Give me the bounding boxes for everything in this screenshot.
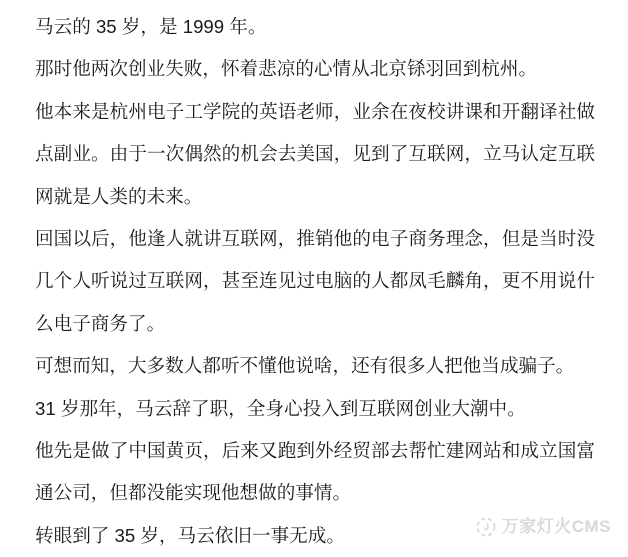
paragraph: 马云的 35 岁，是 1999 年。	[35, 16, 267, 37]
lantern-logo-icon	[475, 516, 497, 538]
paragraph: 他先是做了中国黄页，后来又跑到外经贸部去帮忙建网站和成立国富通公司，但都没能实现他想做的事情。	[35, 440, 595, 504]
paragraph: 转眼到了 35 岁，马云依旧一事无成。	[35, 524, 345, 546]
paragraph: 31 岁那年，马云辞了职，全身心投入到互联网创业大潮中。	[35, 397, 526, 419]
paragraph: 他本来是杭州电子工学院的英语老师，业余在夜校讲课和开翻译社做点副业。由于一次偶然的机会去美国，见到了互联网，立马认定互联网就是人类的未来。	[35, 100, 595, 207]
watermark	[475, 516, 611, 538]
paragraph: 可想而知，大多数人都听不懂他说啥，还有很多人把他当成骗子。	[35, 355, 575, 377]
paragraph: 回国以后，他逢人就讲互联网，推销他的电子商务理念，但是当时没几个人听说过互联网，甚至连见过电脑的人都凤毛麟角，更不用说什么电子商务了。	[35, 228, 595, 334]
paragraph: 那时他两次创业失败，怀着悲凉的心情从北京铩羽回到杭州。	[35, 58, 538, 80]
watermark-label: 万家灯火CMS	[501, 517, 611, 536]
